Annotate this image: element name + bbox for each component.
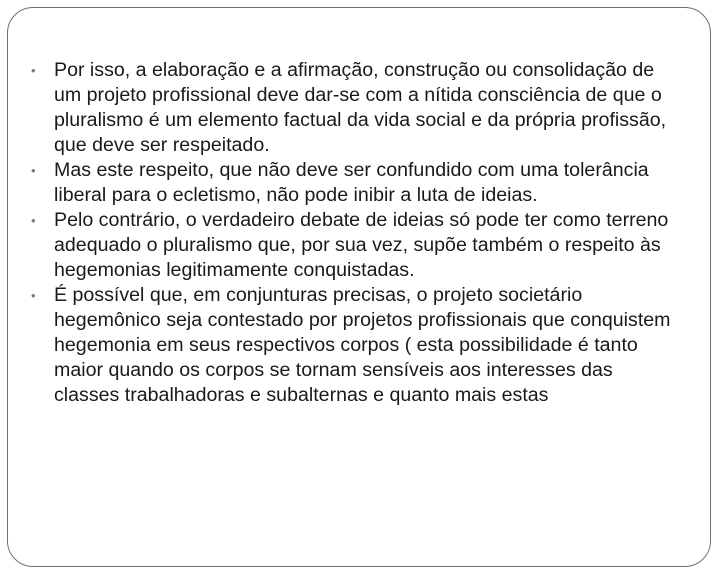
bullet-text-1: Por isso, a elaboração e a afirmação, construção ou consolidação de um projeto profissional deve dar-se com a nítida consciência de que o pluralismo é um elemento factual da vida social e da própria profissão, que deve ser respeitado. bbox=[54, 59, 667, 156]
bullet-dot-icon: • bbox=[31, 288, 36, 303]
bullet-item-1 bbox=[31, 58, 681, 158]
bullet-text-3: Pelo contrário, o verdadeiro debate de ideias só pode ter como terreno adequado o pluralismo que, por sua vez, supõe também o respeito às hegemonias legitimamente conquistadas. bbox=[54, 209, 669, 281]
bullet-item-4 bbox=[31, 283, 681, 408]
bullet-list bbox=[31, 58, 681, 408]
bullet-text-4: É possível que, em conjunturas precisas, o projeto societário hegemônico seja contestado por projetos profissionais que conquistem hegemonia em seus respectivos corpos ( esta possibilidade é tanto maior quando os corpos se tornam sensíveis aos interesses das classes trabalhadoras e subalternas e quanto mais estas bbox=[54, 284, 671, 406]
bullet-text-2: Mas este respeito, que não deve ser confundido com uma tolerância liberal para o ecletismo, não pode inibir a luta de ideias. bbox=[54, 159, 649, 206]
bullet-item-2 bbox=[31, 158, 681, 208]
bullet-dot-icon: • bbox=[31, 163, 36, 178]
bullet-item-3 bbox=[31, 208, 681, 283]
bullet-dot-icon: • bbox=[31, 213, 36, 228]
bullet-dot-icon: • bbox=[31, 63, 36, 78]
